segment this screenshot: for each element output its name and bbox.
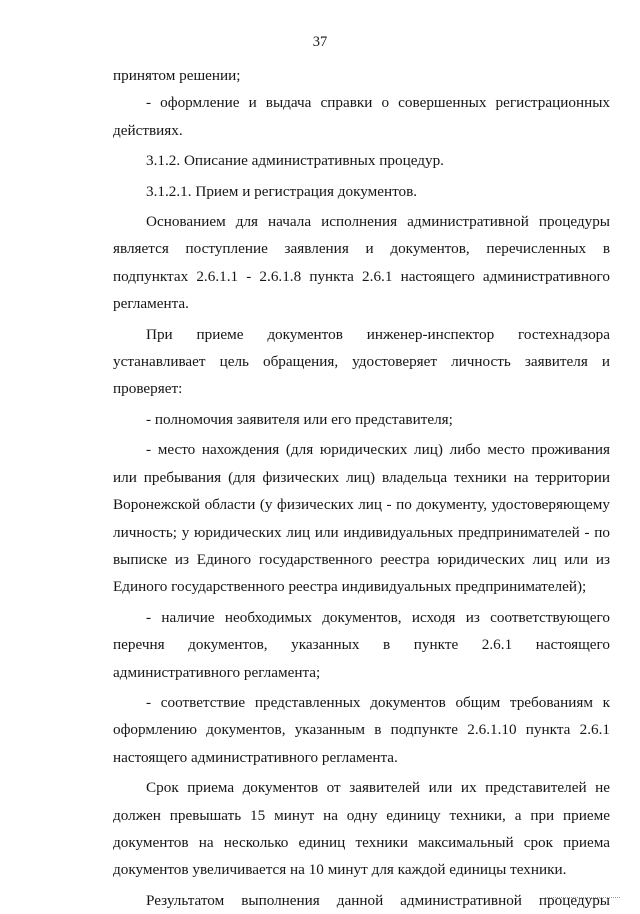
paragraph-list-item-documents: - наличие необходимых документов, исходя из соответствующего перечня документов, указанных в пункте 2.6.1 настоящего административного регламента; xyxy=(113,608,610,681)
paragraph-subsection-heading: 3.1.2.1. Прием и регистрация документов. xyxy=(146,182,418,200)
paragraph-continuation: принятом решении; xyxy=(113,67,241,84)
paragraph-list-item-location: - место нахождения (для юридических лиц) либо место проживания или пребывания (для физических лиц) владельца техники на территории Воронежской области (у физических лиц - по документу, удостоверяющему личность; у юридических лиц или индивидуальных предпринимателей - по выписке из Единого государственного реестра юридических лиц или из Единого государственного реестра индивидуальных предпринимателей); xyxy=(113,441,610,596)
paragraph-list-item-authority: - полномочия заявителя или его представителя; xyxy=(146,410,453,428)
page-number: 37 xyxy=(312,34,328,50)
document-body xyxy=(113,62,610,914)
paragraph-inspector-checks: При приеме документов инженер-инспектор гостехнадзора устанавливает цель обращения, удостоверяет личность заявителя и проверяет: xyxy=(113,325,610,398)
paragraph-result: Результатом выполнения данной административной процедуры xyxy=(146,891,610,909)
scan-edge-mark xyxy=(545,897,620,899)
paragraph-time-limit: Срок приема документов от заявителей или их представителей не должен превышать 15 минут на одну единицу техники, а при приеме документов на несколько единиц техники максимальный срок приема документов увеличивается на 10 минут для каждой единицы техники. xyxy=(113,779,610,879)
paragraph-basis: Основанием для начала исполнения административной процедуры является поступление заявления и документов, перечисленных в подпунктах 2.6.1.1 - 2.6.1.8 пункта 2.6.1 настоящего административного регламента. xyxy=(113,213,610,313)
paragraph-list-item-compliance: - соответствие представленных документов общим требованиям к оформлению документов, указанным в подпункте 2.6.1.10 пункта 2.6.1 настоящего административного регламента. xyxy=(113,693,610,766)
paragraph-section-heading: 3.1.2. Описание административных процедур. xyxy=(146,152,444,170)
paragraph-list-item-certificate: - оформление и выдача справки о совершенных регистрационных действиях. xyxy=(113,94,610,139)
